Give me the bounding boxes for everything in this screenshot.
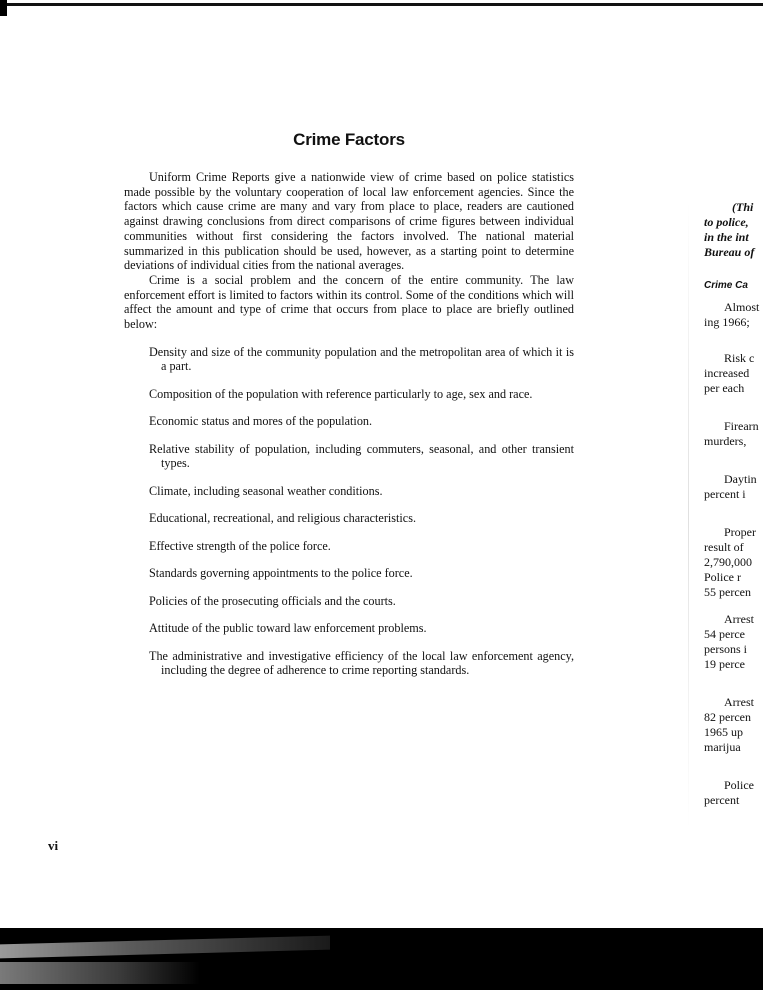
next-page-line: 54 perce [704, 627, 745, 641]
scan-corner-mark [0, 0, 7, 16]
scan-bottom-band [0, 928, 763, 990]
next-page-heading: Crime Ca [704, 280, 748, 291]
factor-item-standards: Standards governing appointments to the police force. [149, 566, 413, 581]
next-page-line: Proper [724, 525, 756, 539]
factor-item-economic: Economic status and mores of the population. [149, 414, 373, 429]
factor-item-educational: Educational, recreational, and religious characteristics. [149, 511, 416, 526]
next-page-line: per each [704, 381, 745, 395]
next-page-line: percent i [704, 487, 746, 501]
next-page-line: 19 perce [704, 657, 745, 671]
next-page-line: (Thi [732, 200, 754, 214]
next-page-line: Risk c [724, 351, 755, 365]
next-page-fragment [700, 200, 763, 820]
factor-item-climate: Climate, including seasonal weather conditions. [149, 483, 383, 498]
next-page-line: marijua [704, 740, 741, 754]
next-page-line: Police r [704, 570, 741, 584]
page-number: vi [48, 838, 59, 853]
factor-item-stability: Relative stability of population, including commuters, seasonal, and other transient types. [149, 441, 574, 471]
next-page-line: Arrest [724, 695, 754, 709]
next-page-line: persons i [704, 642, 747, 656]
next-page-line: 55 percen [704, 585, 751, 599]
factor-item-efficiency: The administrative and investigative efficiency of the local law enforcement agency, including the degree of adherence to crime reporting standards. [149, 648, 574, 678]
next-page-line: 1965 up [704, 725, 743, 739]
next-page-line: in the int [704, 230, 749, 244]
factor-item-density: Density and size of the community population and the metropolitan area of which it is a part. [149, 344, 574, 374]
crime-factors-list [124, 345, 574, 678]
next-page-line: Police [724, 778, 754, 792]
document-page [124, 130, 574, 691]
scan-streak [0, 962, 200, 984]
factor-item-policies: Policies of the prosecuting officials and the courts. [149, 593, 396, 608]
page-title: Crime Factors [293, 130, 405, 149]
page-gutter [688, 200, 689, 830]
next-page-line: percent [704, 793, 740, 807]
next-page-line: 2,790,000 [704, 555, 752, 569]
intro-paragraph: Uniform Crime Reports give a nationwide view of crime based on police statistics made possible by the voluntary cooperation of local law enforcement agencies. Since the factors which cause crime are many and vary from place to place, readers are cautioned against drawing conclusions from direct comparisons of crime figures between individual communities without first considering the factors involved. The national material summarized in this publication should be used, however, as a starting point to determine deviations of individual cities from the national averages. [124, 170, 574, 273]
scan-top-rule [0, 3, 763, 6]
next-page-line: Almost [724, 300, 760, 314]
next-page-line: 82 percen [704, 710, 751, 724]
next-page-line: Bureau of [704, 245, 755, 259]
next-page-line: Firearn [724, 419, 759, 433]
scan-streak [0, 936, 330, 959]
next-page-line: to police, [704, 215, 749, 229]
scan-top-edge [0, 0, 763, 8]
next-page-line: result of [704, 540, 744, 554]
factor-item-police-strength: Effective strength of the police force. [149, 538, 331, 553]
next-page-line: Daytin [724, 472, 757, 486]
factor-item-attitude: Attitude of the public toward law enforcement problems. [149, 621, 427, 636]
next-page-line: ing 1966; [704, 315, 750, 329]
factor-item-composition: Composition of the population with reference particularly to age, sex and race. [149, 386, 533, 401]
next-page-line: Arrest [724, 612, 754, 626]
next-page-line: increased [704, 366, 750, 380]
social-problem-paragraph: Crime is a social problem and the concern of the entire community. The law enforcement effort is limited to factors within its control. Some of the conditions which will affect the amount and type of crime that occurs from place to place are briefly outlined below: [124, 272, 574, 332]
next-page-line: murders, [704, 434, 747, 448]
